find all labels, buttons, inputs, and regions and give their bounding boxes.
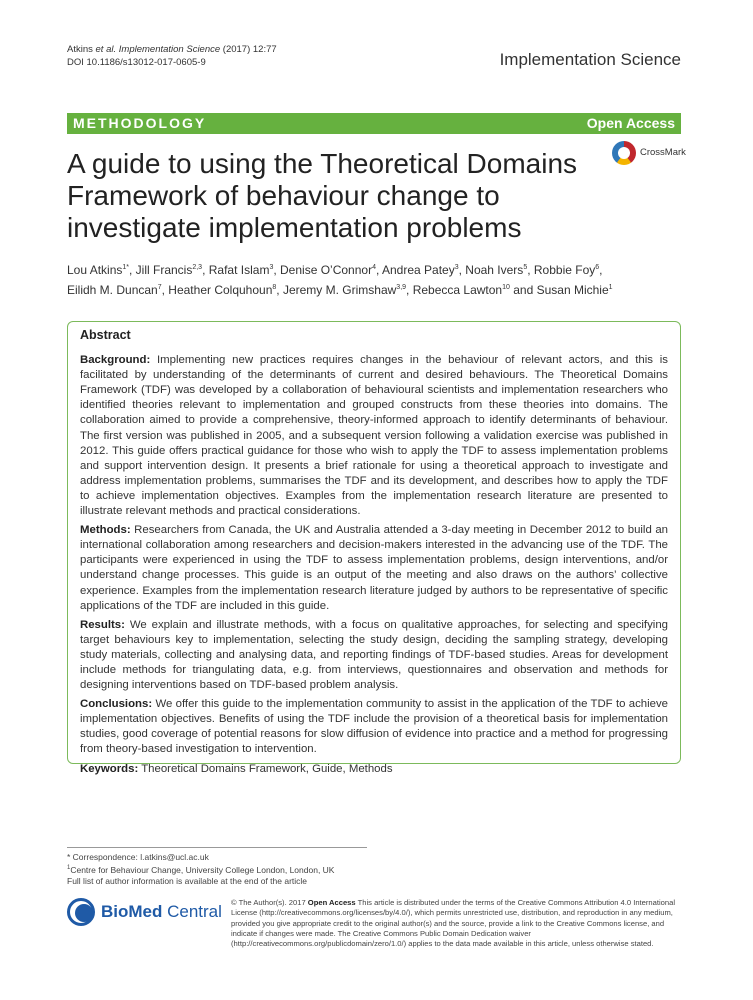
author-name: Jeremy M. Grimshaw [282, 283, 397, 297]
abstract-section-text: Theoretical Domains Framework, Guide, Methods [138, 762, 393, 775]
article-title: A guide to using the Theoretical Domains Framework of behaviour change to investigate implementation problems [67, 148, 578, 243]
biomed-central-icon-dot [75, 904, 93, 922]
author-separator: , [406, 283, 413, 297]
author [67, 283, 168, 297]
author-name: Eilidh M. Duncan [67, 283, 158, 297]
abstract-section-label: Results: [80, 618, 125, 631]
crossmark-badge[interactable] [612, 141, 686, 169]
author [283, 283, 413, 297]
author-name: Jill Francis [135, 263, 193, 277]
citation-etal: et al. [95, 44, 117, 55]
crossmark-icon [612, 141, 636, 165]
author-name: Susan Michie [536, 283, 609, 297]
author-affiliation-sup: 5 [523, 264, 528, 271]
license-prefix: © The Author(s). 2017 [231, 898, 308, 907]
citation-line [67, 43, 277, 56]
author-affiliation-sup: 1 [608, 284, 613, 291]
author-list [67, 259, 681, 299]
footnotes [67, 852, 334, 887]
citation-header [67, 43, 277, 69]
section-label: METHODOLOGY [73, 115, 207, 131]
author [413, 283, 537, 297]
abstract-section-label: Background: [80, 354, 151, 367]
author-name: Denise O’Connor [280, 263, 373, 277]
license-text: This article is distributed under the terms of the Creative Commons Attribution 4.0 International License (http://creativecommons.org/licenses/by/4.0/), which permits unrestricted use, distribution, and reproduction in any medium, provided you give appropriate credit to the original author(s) and the source, provide a link to the Creative Commons license, and indicate if changes were made. The Creative Commons Public Domain Dedication waiver (http://creativecommons.org/publicdomain/zero/1.0/) applies to the data made available in this article, unless otherwise stated. [231, 898, 676, 949]
doi: DOI 10.1186/s13012-017-0605-9 [67, 57, 206, 68]
author [67, 263, 136, 277]
author-affiliation-sup: 1* [122, 264, 129, 271]
abstract-heading: Abstract [80, 328, 131, 342]
author [168, 283, 283, 297]
logo-bold: BioMed [101, 902, 163, 921]
author-separator: , [458, 263, 466, 277]
open-access-label: Open Access [586, 115, 675, 131]
section-banner [67, 113, 681, 134]
abstract-section-text: We offer this guide to the implementation community to assist in the application of the TDF to achieve implementation objectives. Benefits of using the TDF include the provision of a theoretical basis for implementation studies, good coverage of potential reasons for slow diffusion of evidence into practice and a method for progressing from theory-based investigation to intervention. [80, 698, 668, 756]
abstract-section-label: Keywords: [80, 762, 139, 775]
abstract-section-text: Implementing new practices requires changes in the behaviour of relevant actors, and this is facilitated by understanding of the determinants of current and desired behaviours. The Theoretical Domains Framework (TDF) was developed by a collaboration of behavioural scientists and implementation researchers who identified theories relevant to implementation and grouped constructs from these theories into domains. The collaboration aimed to provide a comprehensive, theory-informed approach to identify determinants of behaviour. The first version was published in 2005, and a subsequent version following a validation exercise was published in 2012. This guide offers practical guidance for those who wish to apply the TDF to assess implementation problems and support intervention design. It presents a brief rationale for using a theoretical approach to investigate and address implementation problems, summarises the TDF and its development, and describes how to apply the TDF to achieve implementation objectives. Examples from the implementation research literature are presented to illustrate relevant methods and practical considerations. [80, 354, 668, 518]
author [209, 263, 280, 277]
author-affiliation-sup: 3 [454, 264, 459, 271]
author-affiliation-sup: 7 [157, 284, 162, 291]
affiliation-sup: 1 [67, 865, 71, 871]
correspondence: * Correspondence: l.atkins@ucl.ac.uk [67, 852, 209, 862]
logo-rest: Central [162, 902, 222, 921]
citation-year-volume: (2017) 12:77 [220, 44, 277, 55]
abstract-section [80, 762, 668, 777]
author-separator: , [276, 283, 283, 297]
author [280, 263, 382, 277]
author-affiliation-sup: 8 [272, 284, 277, 291]
citation-authors: Atkins [67, 44, 96, 55]
affiliation [67, 863, 334, 876]
author [136, 263, 209, 277]
author-name: Rebecca Lawton [412, 283, 503, 297]
author-affiliation-sup: 4 [372, 264, 376, 271]
author-separator: , [161, 283, 169, 297]
more-author-info: Full list of author information is available at the end of the article [67, 875, 308, 886]
author-separator: , [273, 263, 281, 277]
author-separator: and [509, 283, 537, 297]
author-separator: , [599, 263, 603, 277]
abstract-section [80, 697, 668, 757]
abstract-section [80, 523, 668, 614]
author-name: Robbie Foy [533, 263, 596, 277]
abstract-section [80, 618, 668, 693]
author-name: Rafat Islam [208, 263, 270, 277]
biomed-central-logo[interactable] [67, 895, 222, 929]
author-affiliation-sup: 6 [595, 264, 600, 271]
affiliation-text: Centre for Behaviour Change, University College London, London, UK [70, 864, 335, 875]
author-name: Noah Ivers [465, 263, 524, 277]
abstract-section [80, 353, 668, 519]
author [534, 263, 603, 277]
crossmark-label: CrossMark [640, 147, 686, 158]
journal-name: Implementation Science [499, 50, 681, 69]
author-affiliation-sup: 10 [502, 284, 510, 291]
author-affiliation-sup: 2,3 [192, 264, 203, 271]
biomed-central-wordmark [101, 902, 222, 922]
abstract-sections [80, 353, 668, 777]
abstract-section-text: We explain and illustrate methods, with a focus on qualitative approaches, for selecting and specifying target behaviours key to implementation, selecting the study design, deciding the sampling strategy, developing study materials, collecting and analysing data, and reporting findings of TDF-based studies. Areas for development include methods for triangulating data, e.g. from interviews, questionnaires and observation and methods for designing interventions based on TDF-based problem analysis. [80, 618, 668, 692]
author-separator: , [527, 263, 534, 277]
license-open-access: Open Access [307, 898, 356, 907]
footnote-divider [67, 847, 367, 848]
abstract-box [67, 321, 681, 775]
author-affiliation-sup: 3 [269, 264, 274, 271]
author-name: Lou Atkins [67, 263, 123, 277]
author-name: Andrea Patey [381, 263, 455, 277]
author-affiliation-sup: 3,9 [396, 284, 407, 291]
author-name: Heather Colquhoun [168, 283, 273, 297]
citation-journal: Implementation Science [116, 44, 221, 55]
author [537, 283, 613, 297]
author-separator: , [202, 263, 209, 277]
author-separator: , [129, 263, 136, 277]
author-separator: , [375, 263, 382, 277]
abstract-section-text: Researchers from Canada, the UK and Australia attended a 3-day meeting in December 2012 to build an international collaboration among researchers and decision-makers interested in the advancing use of the TDF. The participants were experienced in using the TDF to assess implementation problems, design interventions, and/or understand change processes. This guide is an output of the meeting and also draws on the authors’ collective experience. Examples from the implementation research literature judged by authors to be representative of specific applications of the TDF are included in this guide. [80, 524, 668, 612]
author [465, 263, 534, 277]
abstract-section-label: Conclusions: [80, 698, 153, 711]
license-notice [231, 898, 683, 949]
author [382, 263, 465, 277]
abstract-section-label: Methods: [80, 524, 131, 537]
